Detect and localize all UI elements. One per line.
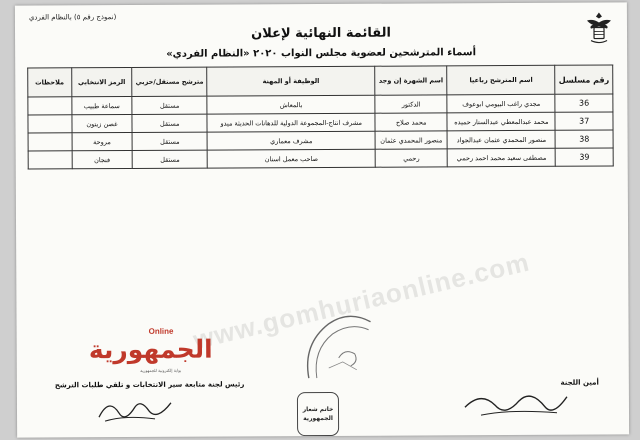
- head-signature: [95, 391, 175, 427]
- form-number-note: (نموذج رقم ٥) بالنظام الفردي: [28, 13, 117, 22]
- candidates-table: [27, 64, 614, 169]
- cell-serial: 36: [555, 94, 613, 112]
- cell-fame: الدكتور: [375, 95, 447, 113]
- cell-serial: 37: [555, 112, 613, 130]
- cell-type: مستقل: [132, 132, 207, 150]
- col-notes: ملاحظات: [28, 68, 72, 97]
- cell-name: مصطفى سعيد محمد احمد رحمي: [447, 148, 555, 167]
- committee-head-label: رئيس لجنة متابعة سير الانتخابات و تلقي طلبات الترشح: [54, 380, 245, 390]
- newspaper-logo: [88, 326, 213, 384]
- cell-symbol: سماعة طبيب: [71, 96, 132, 114]
- col-name: اسم المترشح رباعيا: [447, 65, 555, 95]
- document-title: القائمة النهائية لإعلان: [251, 25, 391, 42]
- stamp-line-1: خاتم شعار: [302, 405, 334, 414]
- committee-secretary-label: أمين اللجنة: [560, 378, 599, 387]
- cell-notes: [28, 133, 72, 151]
- table-header-row: [28, 65, 613, 97]
- col-serial: رقم مسلسل: [555, 65, 613, 94]
- col-symbol: الرمز الانتخابي: [71, 67, 132, 96]
- cell-serial: 39: [556, 148, 614, 166]
- document-page: [15, 2, 629, 437]
- cell-fame: منصور المحمدي عثمان: [375, 131, 447, 149]
- col-job: الوظيفة أو المهنة: [207, 66, 375, 96]
- document-subtitle: أسماء المترشحين لعضوية مجلس النواب ٢٠٢٠ «النظام الفردي»: [166, 47, 477, 60]
- cell-job: بالمعاش: [207, 95, 375, 114]
- cell-notes: [28, 151, 72, 169]
- cell-job: مشرف انتاج-المجموعة الدولية للدهانات الحديثة ميدو: [207, 113, 375, 132]
- cell-symbol: غصن زيتون: [72, 114, 133, 132]
- official-seal-icon: [298, 308, 388, 382]
- cell-notes: [28, 115, 72, 133]
- col-fame: اسم الشهرة إن وجد: [375, 66, 447, 95]
- cell-symbol: مروحة: [72, 132, 133, 150]
- stamp-line-2: الجمهورية: [303, 414, 333, 423]
- cell-type: مستقل: [132, 114, 207, 132]
- logo-online-text: Online: [148, 326, 174, 336]
- secretary-signature: [461, 383, 571, 424]
- cell-type: مستقل: [132, 96, 207, 114]
- website-watermark: www.gomhuriaonline.com: [190, 246, 533, 356]
- table-row: [28, 148, 613, 169]
- logo-main-text: الجمهورية: [88, 334, 213, 365]
- logo-sub-text: بوابة إلكترونية للجمهورية: [140, 367, 182, 373]
- cell-name: منصور المحمدي عثمان عبدالجواد: [447, 130, 555, 149]
- republic-stamp: [297, 392, 339, 436]
- cell-serial: 38: [555, 130, 613, 148]
- cell-job: مشرف معماري: [207, 131, 375, 150]
- cell-type: مستقل: [132, 150, 207, 168]
- cell-fame: محمد صلاح: [375, 113, 447, 131]
- cell-name: محمد عبدالمعطي عبدالستار حميده: [447, 112, 555, 131]
- cell-symbol: فنجان: [72, 150, 133, 168]
- cell-job: صاحب معمل اسنان: [207, 149, 375, 168]
- col-type: مترشح مستقل/حزبي: [132, 67, 207, 96]
- cell-fame: رحمي: [375, 149, 447, 167]
- cell-name: مجدي راغب البيومي ابوعوف: [447, 94, 555, 113]
- cell-notes: [28, 97, 72, 115]
